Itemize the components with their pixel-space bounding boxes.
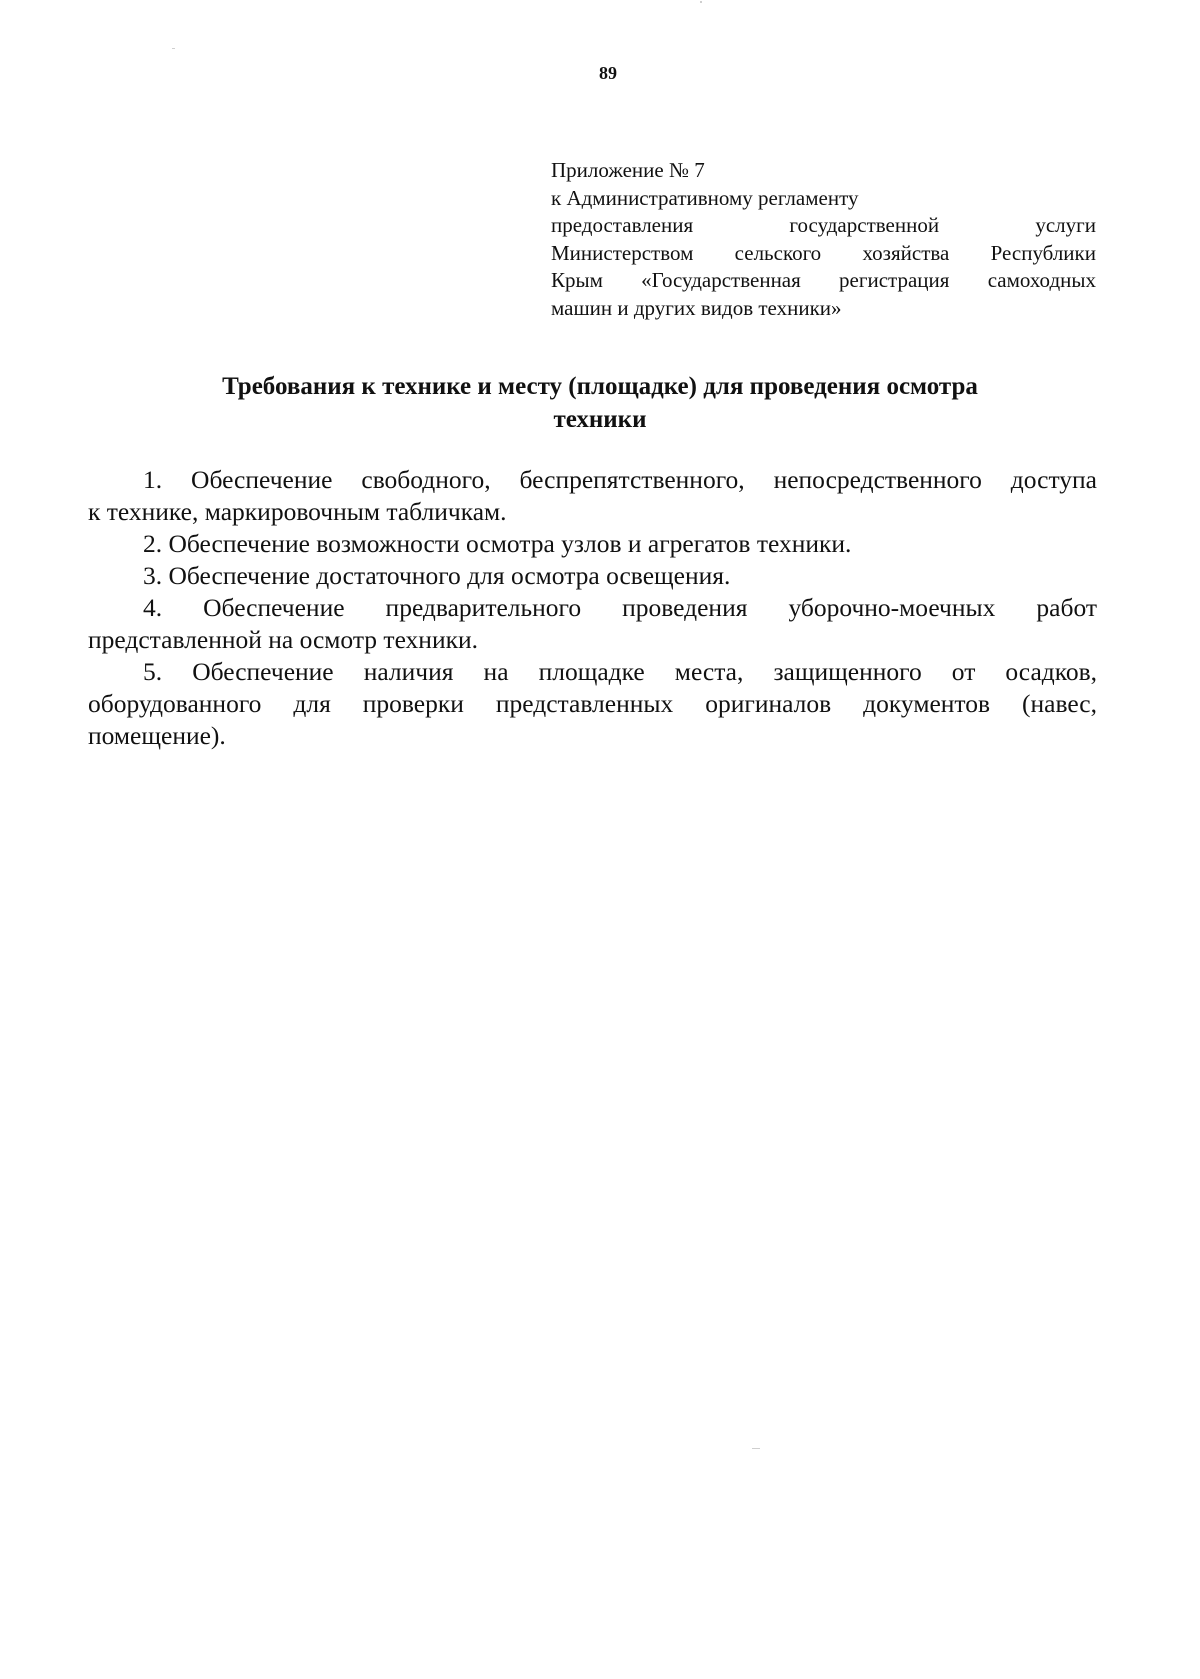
scan-speck	[700, 1, 702, 3]
list-item	[88, 592, 1097, 656]
appendix-line-1: Приложение № 7	[551, 158, 705, 182]
list-item-line: оборудованного для проверки представленных оригиналов документов (навес,	[88, 689, 1097, 718]
title-line-1: Требования к технике и месту (площадке) для проведения осмотра	[222, 373, 978, 400]
list-item-line: 4. Обеспечение предварительного проведения уборочно-моечных работ	[143, 593, 1097, 622]
appendix-line-3: предоставления государственной услуги	[551, 213, 1096, 237]
list-item-line: представленной на осмотр техники.	[88, 625, 479, 654]
requirements-list	[88, 464, 1097, 752]
page-number: 89	[599, 63, 617, 83]
list-item-line: 1. Обеспечение свободного, беспрепятственного, непосредственного доступа	[143, 465, 1097, 494]
appendix-line-4: Министерством сельского хозяйства Республики	[551, 240, 1096, 265]
appendix-line-5: Крым «Государственная регистрация самоходных	[551, 268, 1096, 292]
list-item-line: помещение).	[88, 721, 226, 750]
list-item-line: 3. Обеспечение достаточного для осмотра освещения.	[143, 561, 731, 590]
list-item-line: 5. Обеспечение наличия на площадке места, защищенного от осадков,	[143, 657, 1097, 686]
list-item	[88, 464, 1097, 528]
list-item-line: к технике, маркировочным табличкам.	[88, 497, 507, 526]
list-item	[88, 656, 1097, 752]
scan-speck	[172, 48, 175, 49]
appendix-line-6: машин и других видов техники»	[551, 295, 842, 320]
list-item	[88, 528, 1097, 560]
scan-speck	[752, 1448, 760, 1449]
title-line-2: техники	[553, 406, 647, 433]
list-item	[88, 560, 1097, 592]
list-item-line: 2. Обеспечение возможности осмотра узлов и агрегатов техники.	[143, 529, 852, 558]
document-title	[150, 370, 1050, 436]
appendix-header	[551, 157, 1096, 322]
appendix-line-2: к Административному регламенту	[551, 185, 859, 210]
